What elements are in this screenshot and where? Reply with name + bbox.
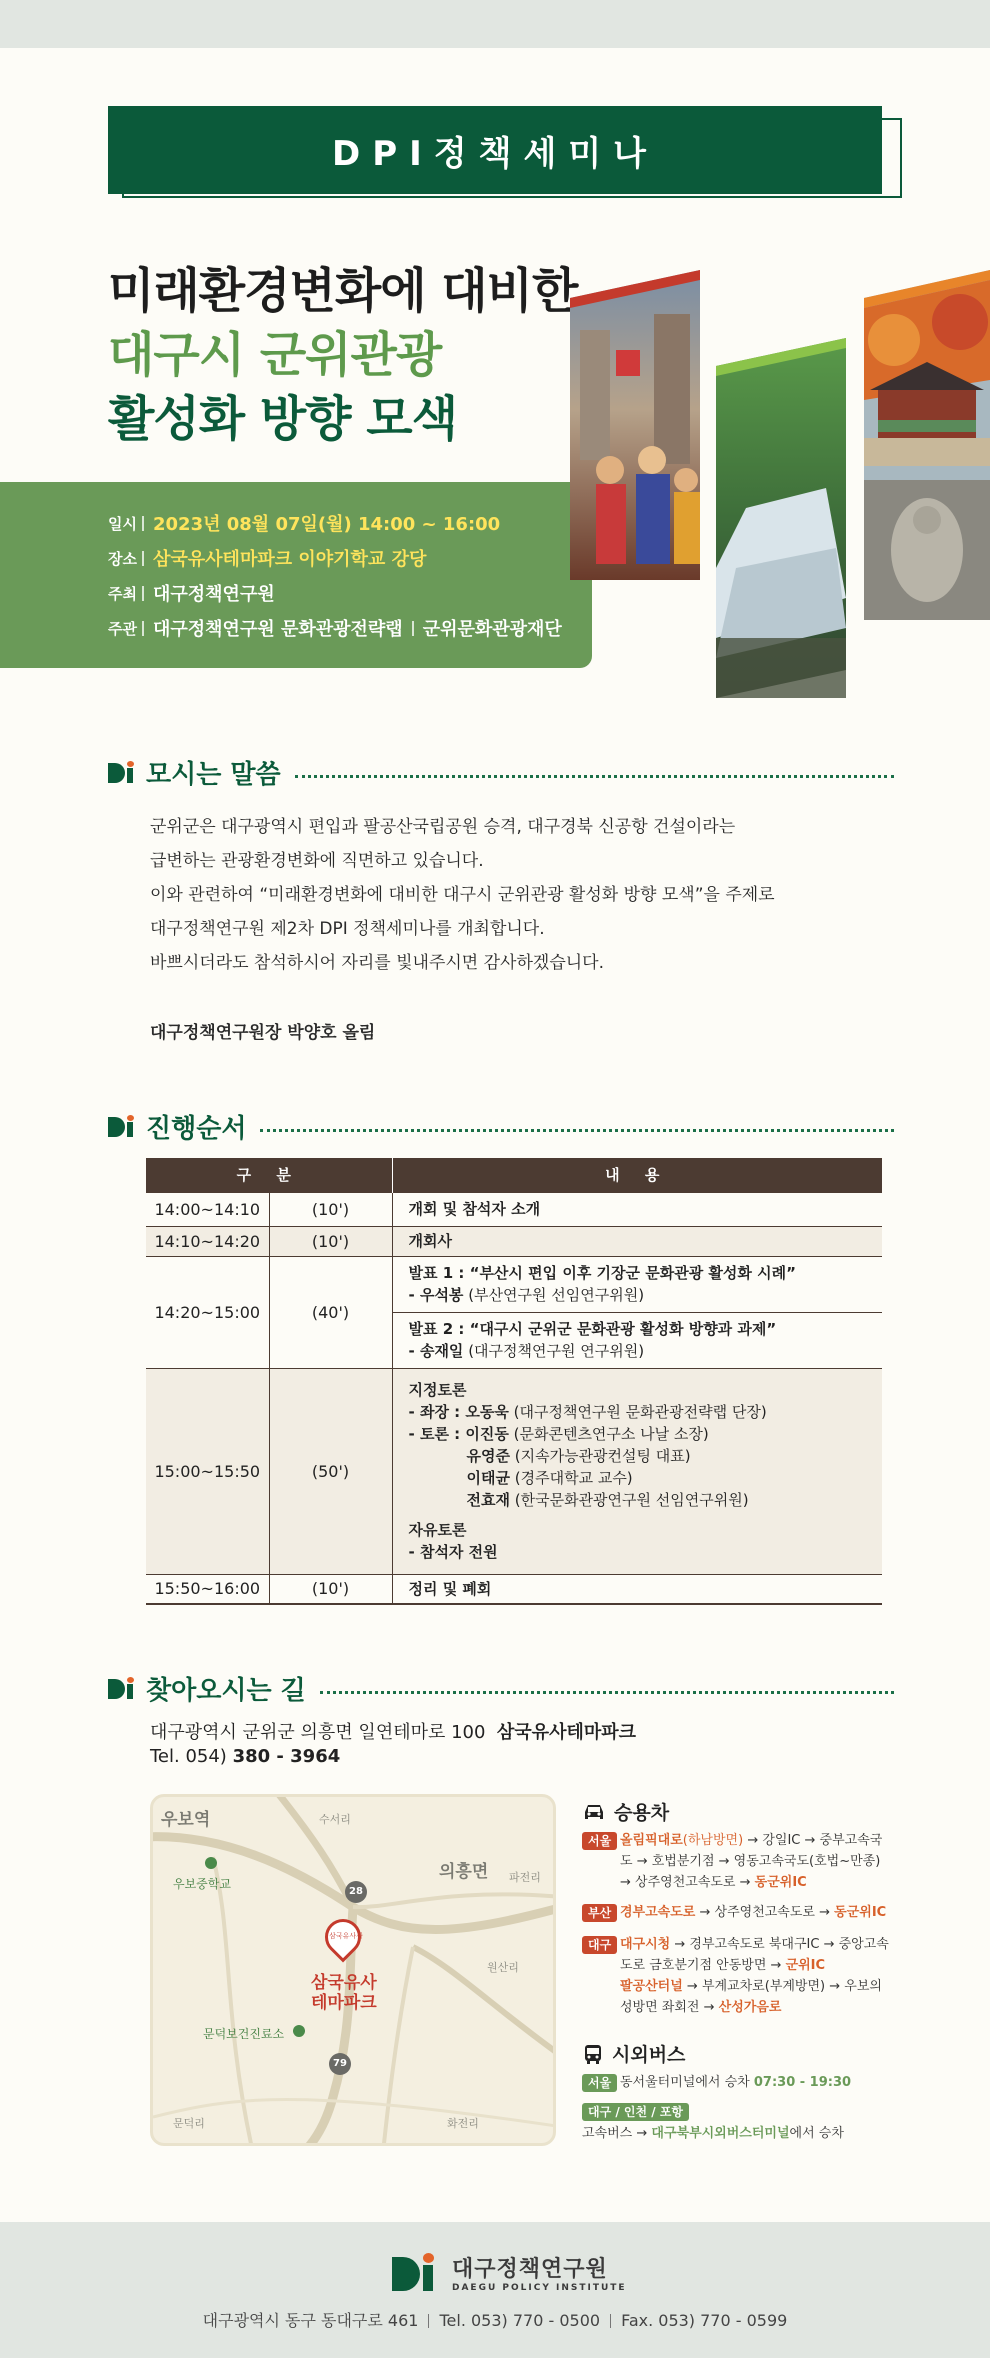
route-direction: (하남방면) (682, 1833, 744, 1848)
presentation-2-title: 발표 2 : “대구시 군위군 문화관광 활성화 방향과 과제” (408, 1320, 777, 1338)
route-destination: 산성가음로 (718, 2000, 782, 2015)
title-line-2: 대구시 군위관광 (108, 327, 442, 383)
table-row (146, 1192, 882, 1226)
route-destination: 동군위IC (754, 1875, 807, 1890)
festival-photo (570, 270, 700, 580)
school-marker-icon (205, 1857, 217, 1869)
route-highlight: 올림픽대로 (620, 1833, 683, 1848)
discussion-block (392, 1368, 882, 1574)
row-content: 개회 및 참석자 소개 (392, 1192, 882, 1226)
bus-hours: 07:30 - 19:30 (753, 2075, 852, 2090)
info-datetime-value: 2023년 08월 07일(월) 14:00 ~ 16:00 (153, 514, 501, 535)
info-host-label: 주최 (108, 584, 137, 603)
venue-pin-label: 삼국유사사 (329, 1932, 363, 1940)
presenter-2-affiliation: (대구정책연구원 연구위원) (463, 1342, 645, 1360)
info-host (108, 580, 275, 606)
clinic-marker-icon (293, 2025, 305, 2037)
badge-seoul-bus: 서울 (582, 2074, 617, 2092)
presentation-2 (392, 1312, 882, 1368)
program-heading: 진행순서 (146, 1114, 247, 1144)
map-venue-line-1: 삼국유사 (311, 1973, 377, 1993)
route-highlight: 대구시청 (620, 1937, 671, 1952)
presenter-2: - 송재일 (408, 1342, 464, 1360)
row-time: 15:50~16:00 (146, 1574, 269, 1604)
panelist-name: 전효재 (466, 1491, 510, 1509)
table-row (146, 1256, 882, 1312)
map-label-clinic: 문덕보건진료소 (203, 2027, 285, 2041)
invite-line-5: 바쁘시더라도 참석하시어 자리를 빛내주시면 감사하겠습니다. (150, 953, 604, 973)
invite-line-3: 이와 관련하여 “미래환경변화에 대비한 대구시 군위관광 활성화 방향 모색”을 주제로 (150, 885, 775, 905)
info-organizer-label: 주관 (108, 619, 137, 638)
panelist-affiliation: (경주대학교 교수) (509, 1469, 633, 1487)
directions-heading: 찾아오시는 길 (146, 1676, 306, 1706)
venue-name: 삼국유사테마파크 (496, 1722, 637, 1743)
bus-terminal: 대구북부시외버스터미널 (651, 2126, 790, 2141)
tel-number: 380 - 3964 (232, 1746, 341, 1767)
panelist-name: 유영준 (466, 1447, 510, 1465)
footer-org-english: DAEGU POLICY INSTITUTE (452, 2283, 627, 2293)
free-discussion-heading: 자유토론 (408, 1521, 467, 1539)
info-host-value: 대구정책연구원 (153, 584, 275, 605)
footer-address: 대구광역시 동구 동대구로 461 (202, 2311, 419, 2330)
route-text: 에서 승차 (789, 2126, 844, 2141)
map-label-school: 우보중학교 (173, 1877, 231, 1891)
panelist-affiliation: (지속가능관광컨설팅 대표) (509, 1447, 691, 1465)
chair-affiliation: (대구정책연구원 문화관광전략랩 단장) (508, 1403, 767, 1421)
route-destination: 군위IC (785, 1958, 826, 1973)
presentation-1 (392, 1256, 882, 1312)
row-time: 14:10~14:20 (146, 1226, 269, 1256)
bus-route-title (582, 2040, 685, 2067)
seminar-banner: DPI정책세미나 (108, 106, 882, 194)
row-time: 14:20~15:00 (146, 1256, 269, 1368)
dpi-logo-icon (108, 1115, 138, 1139)
map-label-suseo: 수서리 (319, 1813, 351, 1826)
waterfall-photo (716, 338, 846, 698)
invite-line-2: 급변하는 관광환경변화에 직면하고 있습니다. (150, 851, 484, 871)
bus-title-text: 시외버스 (612, 2044, 686, 2066)
presenter-1: - 우석봉 (408, 1286, 464, 1304)
panelist-affiliation: (문화콘텐츠연구소 나날 소장) (508, 1425, 709, 1443)
title-line-1: 미래환경변화에 대비한 (108, 263, 578, 319)
invite-signature: 대구정책연구원장 박양호 올림 (150, 1023, 376, 1043)
invite-line-1: 군위군은 대구광역시 편입과 팔공산국립공원 승격, 대구경북 신공항 건설이라는 (150, 817, 736, 837)
car-title-text: 승용차 (614, 1802, 670, 1824)
route-highlight: 팔공산터널 (620, 1979, 683, 1994)
footer-tel: Tel. 053) 770 - 0500 (439, 2311, 601, 2330)
col-content: 내 용 (392, 1158, 882, 1192)
row-duration: (10') (269, 1226, 392, 1256)
route-text: → 부계교차로(부계방면) → 우보의성방면 좌회전 → (620, 1979, 882, 2015)
car-route-title (582, 1798, 669, 1825)
route-busan-car (582, 1902, 892, 1923)
route-text: 동서울터미널에서 승차 (620, 2075, 754, 2090)
info-organizer (108, 615, 562, 641)
dpi-logo-icon (392, 2253, 442, 2293)
route-text: → 상주영천고속도로 → (695, 1905, 835, 1920)
venue-address (150, 1718, 636, 1744)
discussion-heading: 지정토론 (408, 1381, 467, 1399)
info-place-label: 장소 (108, 549, 137, 568)
badge-region: 대구 / 인천 / 포항 (582, 2103, 689, 2121)
info-datetime (108, 510, 500, 536)
map-label-uiheung: 의흥면 (439, 1862, 489, 1882)
row-duration: (50') (269, 1368, 392, 1574)
location-map[interactable] (150, 1794, 556, 2146)
route-destination: 동군위IC (834, 1905, 887, 1920)
program-section-header (108, 1108, 894, 1145)
venue-phone (150, 1746, 340, 1767)
row-content: 개회사 (392, 1226, 882, 1256)
route-seoul-car (582, 1830, 892, 1893)
table-row (146, 1368, 882, 1574)
invite-line-4: 대구정책연구원 제2차 DPI 정책세미나를 개최합니다. (150, 919, 545, 939)
chair-label: - 좌장 : (408, 1403, 466, 1421)
road-28-badge: 28 (345, 1881, 367, 1903)
row-time: 15:00~15:50 (146, 1368, 269, 1574)
map-label-station: 우보역 (161, 1810, 211, 1830)
footer-fax: Fax. 053) 770 - 0599 (621, 2311, 788, 2330)
tel-prefix: Tel. 054) (150, 1746, 233, 1767)
dpi-logo-icon (108, 1677, 138, 1701)
route-highlight: 경부고속도로 (620, 1905, 696, 1920)
bus-icon (582, 2043, 604, 2065)
directions-section-header (108, 1670, 894, 1707)
info-place-value: 삼국유사테마파크 이야기학교 강당 (153, 549, 427, 570)
table-row (146, 1226, 882, 1256)
route-text: 고속버스 → (582, 2126, 652, 2141)
address-text: 대구광역시 군위군 의흥면 일연테마로 100 (150, 1722, 486, 1743)
presentation-1-title: 발표 1 : “부산시 편입 이후 기장군 문화관광 활성화 시례” (408, 1264, 796, 1282)
route-daegu-car (582, 1934, 892, 2018)
route-region-bus (582, 2100, 892, 2144)
route-text: → 경부고속도로 북대구IC → 중앙고속도로 금호분기점 안동방면 → (620, 1937, 889, 1973)
invite-section-header (108, 754, 894, 791)
table-row (146, 1574, 882, 1604)
invite-heading: 모시는 말씀 (146, 760, 281, 790)
badge-daegu: 대구 (582, 1936, 617, 1954)
free-discussion-participants: - 참석자 전원 (408, 1543, 498, 1561)
route-seoul-bus (582, 2072, 892, 2093)
temple-photo (864, 270, 990, 620)
row-duration: (10') (269, 1574, 392, 1604)
top-band (0, 0, 990, 48)
row-duration: (40') (269, 1256, 392, 1368)
info-organizer-value-1: 대구정책연구원 문화관광전략랩 (153, 619, 403, 640)
footer-contact (0, 2308, 990, 2331)
info-place (108, 545, 426, 571)
map-venue-label (311, 1973, 377, 2013)
title-line-3: 활성화 방향 모색 (108, 391, 457, 447)
footer-logo (392, 2252, 627, 2293)
panelist-name: 이진동 (465, 1425, 509, 1443)
program-table (146, 1158, 882, 1605)
panel-label: - 토론 : (408, 1425, 466, 1443)
map-label-wonsan: 원산리 (487, 1961, 519, 1974)
row-content: 정리 및 폐회 (392, 1574, 882, 1604)
footer-org-name: 대구정책연구원 (452, 2257, 608, 2282)
road-79-badge: 79 (329, 2053, 351, 2075)
row-time: 14:00~14:10 (146, 1192, 269, 1226)
dpi-logo-icon (108, 761, 138, 785)
map-venue-line-2: 테마파크 (311, 1993, 377, 2013)
panelist-name: 이태균 (466, 1469, 510, 1487)
badge-seoul: 서울 (582, 1832, 617, 1850)
badge-busan: 부산 (582, 1904, 617, 1922)
info-datetime-label: 일시 (108, 514, 137, 533)
route-text: → 강일IC → 중부고속국도 → 호법분기점 → 영동고속국도(호법~만종) → 상주영천고속도로 → (620, 1833, 883, 1890)
presenter-1-affiliation: (부산연구원 선임연구위원) (463, 1286, 645, 1304)
map-label-hwajeon: 화전리 (447, 2117, 479, 2130)
map-label-mundeok: 문덕리 (173, 2117, 205, 2130)
chair-name: 오동욱 (465, 1403, 509, 1421)
panelist-affiliation: (한국문화관광연구원 선임연구위원) (509, 1491, 749, 1509)
car-icon (582, 1802, 606, 1822)
map-label-pajeon: 파전리 (509, 1871, 541, 1884)
info-organizer-value-2: 군위문화관광재단 (422, 619, 562, 640)
col-category: 구 분 (146, 1158, 392, 1192)
row-duration: (10') (269, 1192, 392, 1226)
